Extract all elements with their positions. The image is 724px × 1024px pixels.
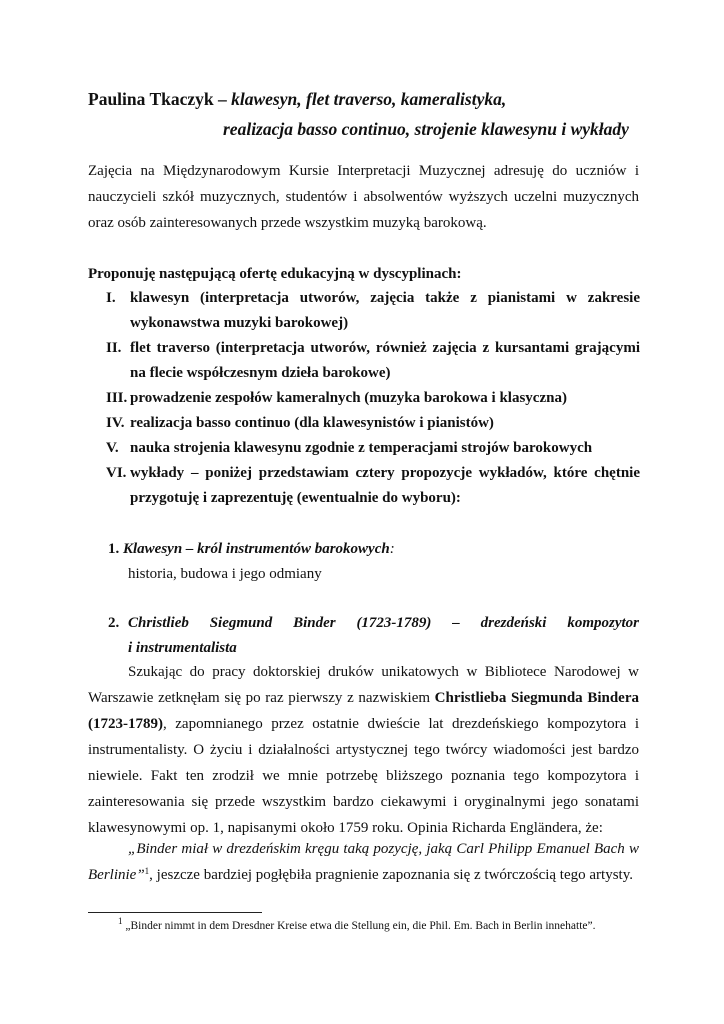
lecture-2-text-a: Szukając do pracy doktorskiej druków unikatowych w Bibliotece Narodowej w Warszawie zetknęłam się po raz pierwszy z nazwiskiem [88,664,639,706]
author-name: Paulina Tkaczyk [88,89,214,109]
lecture-2-number: 2. [108,615,120,631]
offer-item-text: klawesyn (interpretacja utworów, zajęcia także z pianistami w zakresie wykonawstwa muzyki barokowej) [130,290,640,331]
offer-item-text: prowadzenie zespołów kameralnych (muzyka barokowa i klasyczna) [130,390,567,406]
footnote-number: 1 [118,916,123,926]
footnote-divider [88,912,262,913]
englander-quote: „Binder miał w drezdeńskim kręgu taką pozycję, jaką Carl Philipp Emanuel Bach w Berlinie” [88,841,639,883]
lecture-2-heading [88,611,639,661]
footnote [118,918,658,934]
composer-name: Christlieba Siegmunda Bindera (1723-1789) [88,690,639,732]
offer-item-number: II. [106,340,122,356]
lecture-1-colon: : [389,541,395,557]
document-title [88,84,648,144]
lecture-2-paragraph [88,659,639,841]
offer-item [88,461,640,511]
offer-list [88,286,640,511]
offer-item-text: nauka strojenia klawesynu zgodnie z temperacjami strojów barokowych [130,440,593,456]
offer-item [88,386,640,411]
offer-item-number: V. [106,440,119,456]
lecture-1-title: Klawesyn – król instrumentów barokowych [123,541,390,557]
offer-item-text: realizacja basso continuo (dla klawesynistów i pianistów) [130,415,494,431]
offer-item-number: I. [106,290,116,306]
offer-heading: Proponuję następującą ofertę edukacyjną w dyscyplinach: [88,266,462,282]
offer-item-text: wykłady – poniżej przedstawiam cztery propozycje wykładów, które chętnie przygotuję i zaprezentuję (ewentualnie do wyboru): [130,465,640,506]
lecture-2-title-line1: Christlieb Siegmund Binder (1723-1789) – drezdeński kompozytor [128,615,639,631]
intro-paragraph: Zajęcia na Międzynarodowym Kursie Interpretacji Muzycznej adresuję do uczniów i nauczycieli szkół muzycznych, studentów i absolwentów wyższych uczelni muzycznych oraz osób zainteresowanych przede wszystkim muzyką barokową. [88,163,639,231]
offer-item-number: IV. [106,415,125,431]
offer-item-text: flet traverso (interpretacja utworów, również zajęcia z kursantami grającymi na flecie współczesnym dzieła barokowe) [130,340,640,381]
offer-item-number: VI. [106,465,127,481]
lecture-1-description: historia, budowa i jego odmiany [128,566,322,582]
title-dash: – [213,89,232,109]
footnote-text: „Binder nimmt in dem Dresdner Kreise etwa die Stellung ein, die Phil. Em. Bach in Berlin innehatte”. [125,920,596,932]
offer-item [88,411,640,436]
offer-item [88,286,640,336]
lecture-1-number: 1. [108,541,120,557]
title-subjects-line2: realizacja basso continuo, strojenie klawesynu i wykłady [223,119,629,139]
lecture-1 [88,537,639,587]
offer-item [88,436,640,461]
title-subjects-line1: klawesyn, flet traverso, kameralistyka, [231,89,507,109]
lecture-2-title-line2: i instrumentalista [128,640,237,656]
offer-item [88,336,640,386]
quote-continuation: , jeszcze bardziej pogłębiła pragnienie zapoznania się z twórczością tego artysty. [149,867,633,883]
footnote-reference: 1 [144,866,150,876]
lecture-2-quote-paragraph [88,836,639,888]
offer-item-number: III. [106,390,128,406]
lecture-2-text-b: , zapomnianego przez ostatnie dwieście lat drezdeńskiego kompozytora i instrumentalisty. O życiu i działalności artystycznej tego twórcy wiadomości jest bardzo niewiele. Fakt ten zrodził we mnie potrzebę bliższego poznania tego kompozytora i zainteresowania się przede wszystkim bardzo ciekawymi i oryginalnymi jego sonatami klawesynowymi op. 1, napisanymi około 1759 roku. Opinia Richarda Engländera, że: [88,716,639,836]
